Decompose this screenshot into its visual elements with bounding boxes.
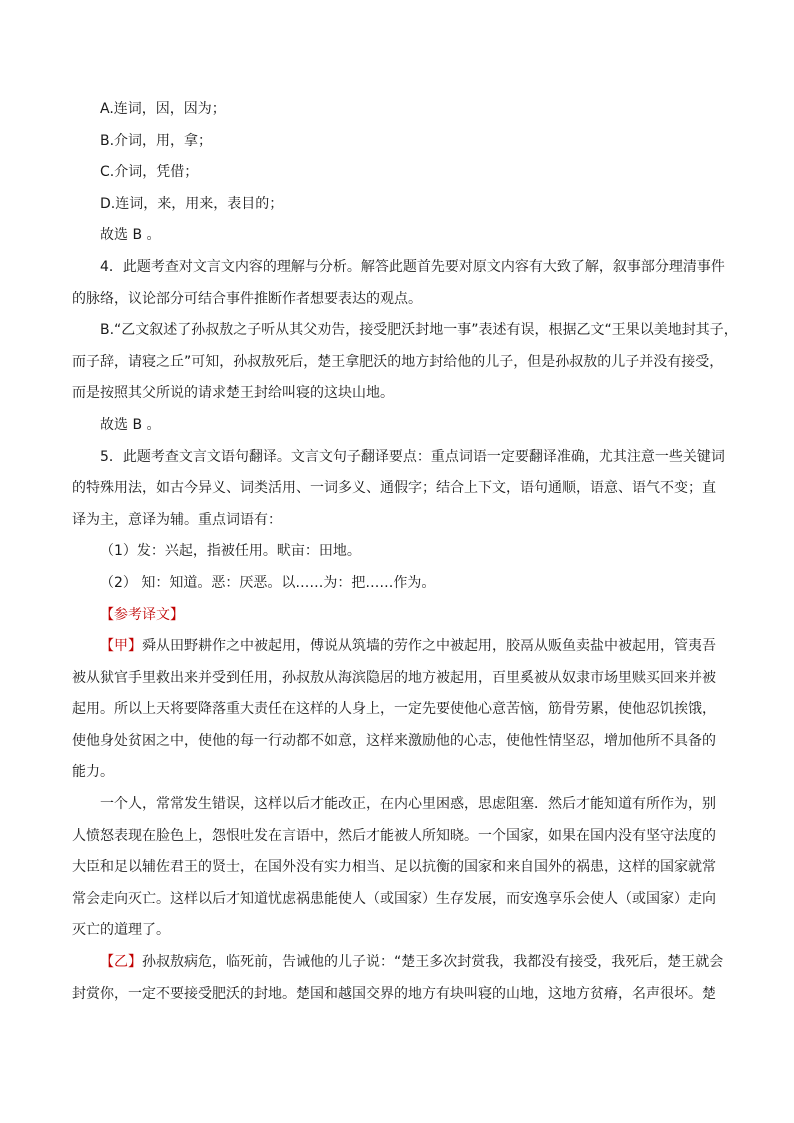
question-4-analysis: 4．此题考查对文言文内容的理解与分析。解答此题首先要对原文内容有大致了解，叙事部分理清事件 xyxy=(100,258,725,275)
translation-jia-cont: 被从狱官手里救出来并受到任用，孙叔敖从海滨隐居的地方被起用，百里奚被从奴隶市场里赎买回来并被 xyxy=(72,669,716,686)
option-a-explanation: A.连词，因，因为； xyxy=(100,101,226,117)
translation-jia-paragraph-2: 一个人，常常发生错误，这样以后才能改正，在内心里困惑，思虑阻塞．然后才能知道有所作为，别 xyxy=(100,796,716,813)
translation-jia-cont: 使他身处贫困之中，使他的每一行动都不如意，这样来激励他的心志，使他性情坚忍，增加他所不具备的 xyxy=(72,732,716,749)
question-5-analysis-cont: 的特殊用法，如古今异义、词类活用、一词多义、通假字；结合上下文，语句通顺，语意、语气不变；直 xyxy=(72,480,716,497)
document-body xyxy=(72,94,738,1010)
answer-line: 故选 B 。 xyxy=(100,416,161,433)
question-4-option-b-cont: 而子辞，请寝之丘”可知，孙叔敖死后，楚王拿肥沃的地方封给他的儿子，但是孙叔敖的儿子并没有接受， xyxy=(72,353,724,370)
question-4-option-b-cont: 而是按照其父所说的请求楚王封给叫寝的这块山地。 xyxy=(72,385,394,402)
translation-jia-paragraph-2-cont: 常会走向灭亡。这样以后才知道忧虑祸患能使人（或国家）生存发展，而安逸享乐会使人（或国家）走向 xyxy=(72,890,716,907)
reference-translation-heading: 【参考译文】 xyxy=(100,606,184,623)
translation-jia-start xyxy=(72,631,727,663)
translation-jia-paragraph-2-cont: 灭亡的道理了。 xyxy=(72,922,170,939)
question-4-analysis-cont: 的脉络，议论部分可结合事件推断作者想要表达的观点。 xyxy=(72,290,422,307)
question-4-option-b: B.“乙文叙述了孙叔敖之子听从其父劝告，接受肥沃封地一事”表述有误，根据乙文“王果以美地封其子， xyxy=(100,322,738,339)
translation-jia-cont: 能力。 xyxy=(72,764,114,781)
translation-jia-cont: 起用。所以上天将要降落重大责任在这样的人身上，一定先要使他心意苦恼，筋骨劳累，使他忍饥挨饿， xyxy=(72,701,716,718)
translation-yi-start xyxy=(72,947,727,979)
translation-yi-text: 孙叔敖病危，临死前，告诫他的儿子说：“楚王多次封赏我，我都没有接受，我死后，楚王就会 xyxy=(142,954,724,971)
option-b-explanation: B.介词，用，拿； xyxy=(100,132,213,149)
translation-jia-text: 舜从田野耕作之中被起用，傅说从筑墙的劳作之中被起用，胶鬲从贩鱼卖盐中被起用，管夷吾 xyxy=(142,638,716,655)
key-word-2: （2） 知：知道。恶：厌恶。以……为：把……作为。 xyxy=(100,574,436,591)
answer-line: 故选 B 。 xyxy=(100,227,161,244)
question-5-analysis: 5．此题考查文言文语句翻译。文言文句子翻译要点：重点词语一定要翻译准确，尤其注意一些关键词 xyxy=(100,448,725,465)
translation-jia-paragraph-2-cont: 人愤怒表现在脸色上，怨恨吐发在言语中，然后才能被人所知晓。一个国家，如果在国内没有坚守法度的 xyxy=(72,827,716,844)
translation-yi-cont: 封赏你，一定不要接受肥沃的封地。楚国和越国交界的地方有块叫寝的山地，这地方贫瘠，名声很坏。楚 xyxy=(72,985,716,1002)
yi-tag: 【乙】 xyxy=(100,954,142,971)
jia-tag: 【甲】 xyxy=(100,638,142,655)
question-5-analysis-cont: 译为主，意译为辅。重点词语有： xyxy=(72,511,282,528)
option-c-explanation: C.介词，凭借； xyxy=(100,164,199,181)
option-d-explanation: D.连词，来，用来，表目的； xyxy=(100,195,284,212)
key-word-1: （1）发：兴起，指被任用。畎亩：田地。 xyxy=(100,543,361,560)
translation-jia-paragraph-2-cont: 大臣和足以辅佐君王的贤士，在国外没有实力相当、足以抗衡的国家和来自国外的祸患，这样的国家就常 xyxy=(72,859,716,876)
